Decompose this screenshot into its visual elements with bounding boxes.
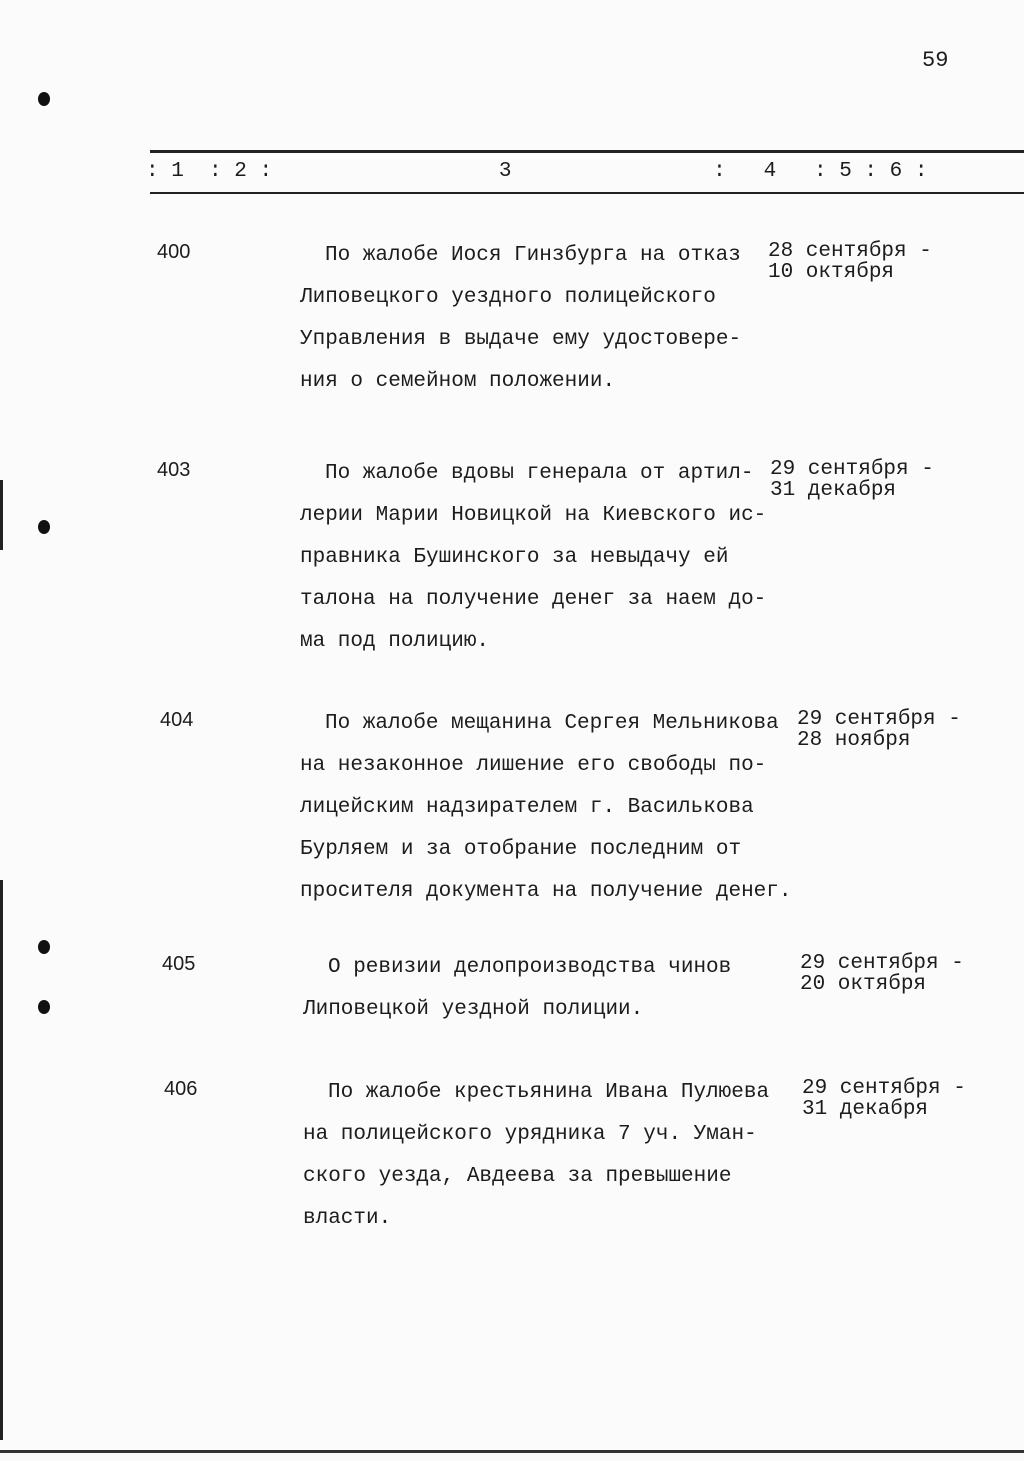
date-from: 29 сентября - xyxy=(797,708,961,731)
col-header-4: 4 xyxy=(763,160,777,183)
punch-hole xyxy=(38,1000,50,1014)
entry-dates xyxy=(770,459,934,501)
description-line: на полицейского урядника 7 уч. Уман- xyxy=(303,1123,757,1146)
description-line: О ревизии делопроизводства чинов xyxy=(328,956,732,979)
description-line: По жалобе мещанина Сергея Мельникова xyxy=(325,712,779,735)
entry-dates xyxy=(802,1078,966,1120)
header-bottom-rule xyxy=(150,192,1024,194)
entry-number: 403 xyxy=(157,459,191,481)
col-header-6: 6 xyxy=(889,160,903,183)
col-header-3: 3 xyxy=(498,160,512,183)
page-edge xyxy=(0,880,3,1440)
entry-number: 406 xyxy=(164,1078,198,1100)
date-from: 29 сентября - xyxy=(770,458,934,481)
punch-hole xyxy=(38,92,50,106)
description-line: Липовецкой уездной полиции. xyxy=(303,998,644,1021)
entry-description xyxy=(303,1072,769,1240)
col-header-1: 1 xyxy=(171,160,184,183)
col-header-5: 5 xyxy=(839,160,852,183)
entry-description xyxy=(303,947,731,1031)
date-to: 31 декабря xyxy=(770,479,897,502)
description-line: ского уезда, Авдеева за превышение xyxy=(303,1165,732,1188)
entry-description xyxy=(300,235,741,403)
page-bottom-edge xyxy=(0,1450,1024,1453)
date-to: 20 октября xyxy=(800,973,927,996)
entry-number: 400 xyxy=(157,241,191,263)
date-from: 29 сентября - xyxy=(800,952,964,975)
description-line: просителя документа на получение денег. xyxy=(300,880,792,903)
date-to: 31 декабря xyxy=(802,1098,929,1121)
page-number: 59 xyxy=(922,48,949,73)
date-from: 28 сентября - xyxy=(768,240,932,263)
description-line: По жалобе крестьянина Ивана Пулюева xyxy=(328,1081,770,1104)
date-from: 29 сентября - xyxy=(802,1077,966,1100)
description-line: Бурляем и за отобрание последним от xyxy=(300,838,742,861)
description-line: ния о семейном положении. xyxy=(300,370,616,393)
description-line: власти. xyxy=(303,1207,392,1230)
entry-dates xyxy=(768,241,932,283)
description-line: Липовецкого уездного полицейского xyxy=(300,286,716,309)
page-edge xyxy=(0,480,3,550)
description-line: По жалобе вдовы генерала от артил- xyxy=(325,462,754,485)
description-line: лерии Марии Новицкой на Киевского ис- xyxy=(300,504,767,527)
column-header-row: : 1 : 2 : 3 : 4 : 5 : 6 : xyxy=(146,160,928,183)
entry-number: 404 xyxy=(160,709,194,731)
description-line: лицейским надзирателем г. Василькова xyxy=(300,796,754,819)
description-line: Управления в выдаче ему удостовере- xyxy=(300,328,742,351)
description-line: ма под полицию. xyxy=(300,630,490,653)
header-top-rule xyxy=(150,150,1024,153)
punch-hole xyxy=(38,940,50,954)
entry-dates xyxy=(797,709,961,751)
entry-dates xyxy=(800,953,964,995)
entry-description xyxy=(300,453,766,663)
description-line: По жалобе Иося Гинзбурга на отказ xyxy=(325,244,741,267)
description-line: на незаконное лишение его свободы по- xyxy=(300,754,767,777)
description-line: правника Бушинского за невыдачу ей xyxy=(300,546,729,569)
date-to: 10 октября xyxy=(768,261,895,284)
punch-hole xyxy=(38,520,50,534)
entry-number: 405 xyxy=(162,953,196,975)
col-header-2: 2 xyxy=(234,160,247,183)
date-to: 28 ноября xyxy=(797,729,911,752)
entry-description xyxy=(300,703,791,913)
description-line: талона на получение денег за наем до- xyxy=(300,588,767,611)
